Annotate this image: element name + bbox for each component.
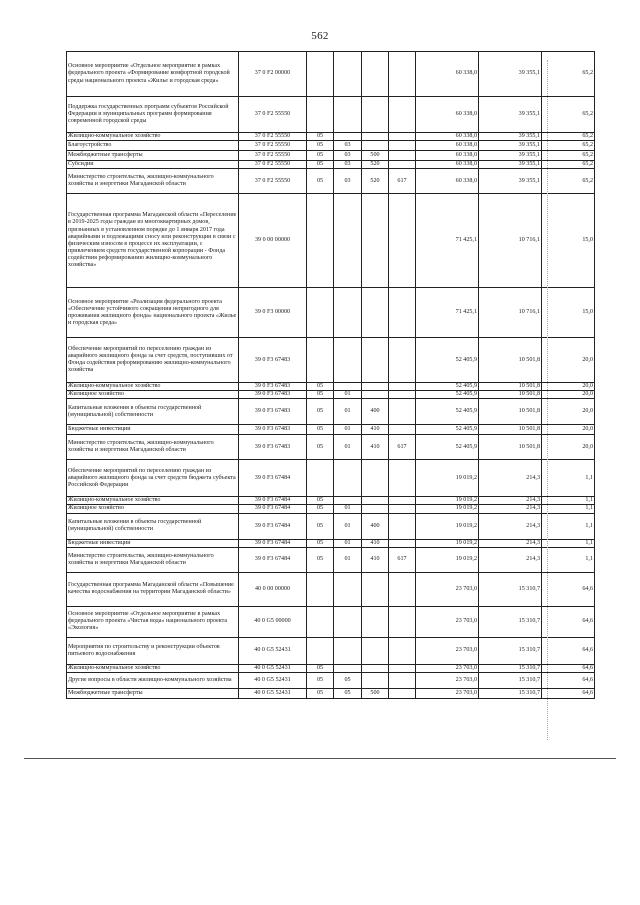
row-expense-type: 400 (362, 513, 389, 539)
row-plan-amount: 60 338,0 (416, 141, 479, 151)
table-row (67, 288, 595, 338)
row-actual-amount: 214,3 (479, 513, 542, 539)
row-administrator-code (389, 288, 416, 338)
row-plan-amount: 19 019,2 (416, 505, 479, 513)
row-expense-type (362, 288, 389, 338)
row-section-code: 05 (307, 399, 334, 425)
row-target-code: 39 0 F3 67483 (239, 391, 307, 399)
row-administrator-code (389, 52, 416, 97)
row-administrator-code (389, 161, 416, 169)
row-target-code: 37 0 F2 55550 (239, 169, 307, 194)
table-row (67, 425, 595, 435)
row-actual-amount: 214,3 (479, 547, 542, 572)
row-plan-amount: 19 019,2 (416, 547, 479, 572)
row-name: Жилищно-коммунальное хозяйство (67, 664, 239, 672)
row-percent: 65,2 (542, 97, 595, 133)
row-percent: 65,2 (542, 151, 595, 161)
row-name: Министерство строительства, жилищно-коммунального хозяйства и энергетики Магаданской области (67, 547, 239, 572)
row-subsection-code (334, 52, 362, 97)
row-target-code: 37 0 F2 55550 (239, 97, 307, 133)
table-row (67, 383, 595, 391)
row-plan-amount: 71 425,1 (416, 194, 479, 288)
row-target-code: 39 0 F3 67483 (239, 338, 307, 383)
row-percent: 64,6 (542, 572, 595, 606)
row-expense-type (362, 664, 389, 672)
row-name: Основное мероприятие «Отдельное мероприятие в рамках федерального проекта «Формирование комфортной городской среды национального проекта «Жилье и городская среда» (67, 52, 239, 97)
row-plan-amount: 60 338,0 (416, 161, 479, 169)
row-administrator-code (389, 497, 416, 505)
row-section-code (307, 288, 334, 338)
row-section-code: 05 (307, 505, 334, 513)
row-target-code: 37 0 F2 00000 (239, 52, 307, 97)
row-target-code: 37 0 F2 55550 (239, 151, 307, 161)
row-plan-amount: 52 405,9 (416, 425, 479, 435)
row-expense-type: 410 (362, 539, 389, 547)
row-administrator-code (389, 688, 416, 698)
row-expense-type (362, 52, 389, 97)
row-section-code: 05 (307, 672, 334, 688)
row-percent: 1,1 (542, 460, 595, 497)
row-percent: 65,2 (542, 52, 595, 97)
row-plan-amount: 71 425,1 (416, 288, 479, 338)
row-actual-amount: 15 310,7 (479, 572, 542, 606)
row-plan-amount: 60 338,0 (416, 52, 479, 97)
table-row (67, 606, 595, 637)
row-subsection-code: 05 (334, 688, 362, 698)
row-section-code: 05 (307, 425, 334, 435)
row-subsection-code: 01 (334, 505, 362, 513)
row-actual-amount: 10 501,8 (479, 338, 542, 383)
row-percent: 64,6 (542, 637, 595, 664)
row-expense-type: 520 (362, 169, 389, 194)
row-plan-amount: 23 703,0 (416, 664, 479, 672)
row-name: Государственная программа Магаданской области «Переселение в 2019-2025 годы граждан из многоквартирных домов, признанных в установленном порядке до 1 января 2017 года аварийными и подлежащими сносу или реконструкции в связи с физическим износом в процессе их эксплуатации, с привлечением средств государственной корпорации - Фонда содействия реформированию жилищно-коммунального хозяйства» (67, 194, 239, 288)
row-subsection-code: 03 (334, 141, 362, 151)
row-subsection-code: 01 (334, 391, 362, 399)
row-plan-amount: 19 019,2 (416, 513, 479, 539)
row-subsection-code: 01 (334, 539, 362, 547)
row-subsection-code: 01 (334, 425, 362, 435)
row-actual-amount: 10 501,8 (479, 425, 542, 435)
table-row (67, 497, 595, 505)
row-percent: 65,2 (542, 169, 595, 194)
row-plan-amount: 19 019,2 (416, 539, 479, 547)
row-administrator-code (389, 151, 416, 161)
row-section-code: 05 (307, 169, 334, 194)
row-section-code (307, 460, 334, 497)
table-row (67, 169, 595, 194)
row-actual-amount: 15 310,7 (479, 606, 542, 637)
row-percent: 64,6 (542, 606, 595, 637)
row-name: Благоустройство (67, 141, 239, 151)
row-administrator-code (389, 391, 416, 399)
row-name: Государственная программа Магаданской области «Повышение качества водоснабжения на территории Магаданской области» (67, 572, 239, 606)
table-row (67, 52, 595, 97)
row-target-code: 40 0 00 00000 (239, 572, 307, 606)
row-administrator-code: 617 (389, 435, 416, 460)
table-row (67, 505, 595, 513)
row-target-code: 39 0 F3 67484 (239, 513, 307, 539)
row-actual-amount: 10 501,8 (479, 435, 542, 460)
row-subsection-code (334, 606, 362, 637)
row-name: Министерство строительства, жилищно-коммунального хозяйства и энергетики Магаданской области (67, 435, 239, 460)
row-target-code: 40 0 G5 52431 (239, 672, 307, 688)
row-percent: 1,1 (542, 513, 595, 539)
row-percent: 65,2 (542, 133, 595, 141)
row-section-code: 05 (307, 391, 334, 399)
row-expense-type (362, 505, 389, 513)
row-subsection-code (334, 288, 362, 338)
row-name: Министерство строительства, жилищно-коммунального хозяйства и энергетики Магаданской области (67, 169, 239, 194)
row-percent: 64,6 (542, 664, 595, 672)
row-expense-type (362, 672, 389, 688)
row-name: Бюджетные инвестиции (67, 425, 239, 435)
row-percent: 20,0 (542, 399, 595, 425)
row-target-code: 39 0 F3 67483 (239, 383, 307, 391)
table-row (67, 161, 595, 169)
table-row (67, 194, 595, 288)
row-plan-amount: 60 338,0 (416, 169, 479, 194)
row-target-code: 39 0 F3 67484 (239, 497, 307, 505)
row-actual-amount: 15 310,7 (479, 664, 542, 672)
row-target-code: 37 0 F2 55550 (239, 161, 307, 169)
row-subsection-code: 01 (334, 547, 362, 572)
row-name: Субсидии (67, 161, 239, 169)
row-target-code: 37 0 F2 55550 (239, 141, 307, 151)
row-plan-amount: 23 703,0 (416, 606, 479, 637)
row-plan-amount: 60 338,0 (416, 133, 479, 141)
row-plan-amount: 23 703,0 (416, 672, 479, 688)
row-name: Жилищное хозяйство (67, 505, 239, 513)
row-administrator-code: 617 (389, 547, 416, 572)
row-expense-type: 400 (362, 399, 389, 425)
row-section-code (307, 606, 334, 637)
row-actual-amount: 39 355,1 (479, 151, 542, 161)
row-target-code: 37 0 F2 55550 (239, 133, 307, 141)
row-administrator-code (389, 338, 416, 383)
table-row (67, 637, 595, 664)
row-name: Мероприятия по строительству и реконструкции объектов питьевого водоснабжения (67, 637, 239, 664)
row-actual-amount: 214,3 (479, 460, 542, 497)
row-actual-amount: 15 310,7 (479, 688, 542, 698)
row-section-code (307, 338, 334, 383)
row-administrator-code (389, 399, 416, 425)
row-plan-amount: 52 405,9 (416, 338, 479, 383)
row-plan-amount: 52 405,9 (416, 391, 479, 399)
table-row (67, 539, 595, 547)
table-row (67, 664, 595, 672)
row-subsection-code (334, 194, 362, 288)
margin-guide-line (547, 60, 548, 740)
row-actual-amount: 10 716,1 (479, 288, 542, 338)
row-target-code: 39 0 F3 67483 (239, 425, 307, 435)
row-plan-amount: 19 019,2 (416, 460, 479, 497)
row-target-code: 39 0 F3 67484 (239, 505, 307, 513)
page-number: 562 (311, 30, 329, 42)
row-subsection-code: 03 (334, 161, 362, 169)
row-plan-amount: 60 338,0 (416, 151, 479, 161)
row-name: Жилищно-коммунальное хозяйство (67, 497, 239, 505)
row-expense-type (362, 141, 389, 151)
row-expense-type (362, 606, 389, 637)
row-plan-amount: 52 405,9 (416, 383, 479, 391)
row-target-code: 39 0 F3 67484 (239, 460, 307, 497)
bottom-rule (24, 758, 616, 759)
row-target-code: 40 0 G5 00000 (239, 606, 307, 637)
row-subsection-code (334, 637, 362, 664)
row-section-code: 05 (307, 383, 334, 391)
table-row (67, 460, 595, 497)
row-actual-amount: 10 501,8 (479, 383, 542, 391)
row-expense-type: 410 (362, 425, 389, 435)
row-section-code: 05 (307, 539, 334, 547)
row-plan-amount: 23 703,0 (416, 688, 479, 698)
row-subsection-code (334, 97, 362, 133)
row-administrator-code (389, 133, 416, 141)
row-administrator-code (389, 505, 416, 513)
row-name: Жилищное хозяйство (67, 391, 239, 399)
row-section-code: 05 (307, 688, 334, 698)
row-percent: 15,0 (542, 194, 595, 288)
row-expense-type (362, 97, 389, 133)
row-expense-type (362, 338, 389, 383)
row-subsection-code: 03 (334, 169, 362, 194)
row-actual-amount: 10 501,8 (479, 391, 542, 399)
row-section-code: 05 (307, 513, 334, 539)
row-section-code: 05 (307, 435, 334, 460)
row-administrator-code (389, 425, 416, 435)
row-subsection-code: 01 (334, 435, 362, 460)
row-expense-type: 410 (362, 547, 389, 572)
row-target-code: 40 0 G5 52431 (239, 688, 307, 698)
row-actual-amount: 39 355,1 (479, 141, 542, 151)
table-row (67, 338, 595, 383)
row-percent: 20,0 (542, 383, 595, 391)
row-percent: 20,0 (542, 338, 595, 383)
row-section-code (307, 52, 334, 97)
table-row (67, 97, 595, 133)
row-name: Другие вопросы в области жилищно-коммунального хозяйства (67, 672, 239, 688)
row-administrator-code (389, 572, 416, 606)
row-actual-amount: 15 310,7 (479, 672, 542, 688)
row-section-code: 05 (307, 141, 334, 151)
row-percent: 64,6 (542, 688, 595, 698)
row-subsection-code (334, 664, 362, 672)
row-subsection-code (334, 133, 362, 141)
row-percent: 20,0 (542, 435, 595, 460)
row-section-code (307, 572, 334, 606)
row-administrator-code (389, 513, 416, 539)
table-row (67, 672, 595, 688)
row-administrator-code (389, 383, 416, 391)
row-name: Основное мероприятие «Реализация федерального проекта «Обеспечение устойчивого сокращения непригодного для проживания жилищного фонда» национального проекта «Жилье и городская среда» (67, 288, 239, 338)
row-expense-type: 500 (362, 688, 389, 698)
row-percent: 20,0 (542, 391, 595, 399)
row-section-code: 05 (307, 133, 334, 141)
row-administrator-code: 617 (389, 169, 416, 194)
row-section-code: 05 (307, 664, 334, 672)
table-row (67, 391, 595, 399)
row-section-code: 05 (307, 547, 334, 572)
row-administrator-code (389, 672, 416, 688)
row-expense-type (362, 194, 389, 288)
table-row (67, 435, 595, 460)
row-subsection-code: 03 (334, 151, 362, 161)
row-target-code: 39 0 F3 67484 (239, 547, 307, 572)
row-name: Межбюджетные трансферты (67, 151, 239, 161)
row-expense-type: 500 (362, 151, 389, 161)
row-subsection-code (334, 460, 362, 497)
row-administrator-code (389, 539, 416, 547)
row-administrator-code (389, 194, 416, 288)
row-administrator-code (389, 664, 416, 672)
row-name: Обеспечение мероприятий по переселению граждан из аварийного жилищного фонда за счет средств бюджета субъекта Российской Федерации (67, 460, 239, 497)
row-subsection-code (334, 383, 362, 391)
row-section-code: 05 (307, 497, 334, 505)
row-actual-amount: 214,3 (479, 505, 542, 513)
row-actual-amount: 214,3 (479, 497, 542, 505)
row-section-code (307, 97, 334, 133)
row-name: Поддержка государственных программ субъектов Российской Федерации и муниципальных программ формирования современной городской среды (67, 97, 239, 133)
table-row (67, 688, 595, 698)
row-actual-amount: 10 716,1 (479, 194, 542, 288)
row-administrator-code (389, 637, 416, 664)
row-actual-amount: 39 355,1 (479, 169, 542, 194)
row-actual-amount: 15 310,7 (479, 637, 542, 664)
row-name: Капитальные вложения в объекты государственной (муниципальной) собственности (67, 399, 239, 425)
row-expense-type (362, 133, 389, 141)
row-plan-amount: 52 405,9 (416, 435, 479, 460)
table-row (67, 133, 595, 141)
row-actual-amount: 10 501,8 (479, 399, 542, 425)
row-actual-amount: 39 355,1 (479, 133, 542, 141)
row-name: Основное мероприятие «Отдельное мероприятие в рамках федерального проекта «Чистая вода» национального проекта «Экология» (67, 606, 239, 637)
row-name: Обеспечение мероприятий по переселению граждан из аварийного жилищного фонда за счет средств, поступивших от Фонда содействия реформированию жилищно-коммунального хозяйства (67, 338, 239, 383)
row-plan-amount: 23 703,0 (416, 637, 479, 664)
row-actual-amount: 214,3 (479, 539, 542, 547)
row-name: Бюджетные инвестиции (67, 539, 239, 547)
row-percent: 20,0 (542, 425, 595, 435)
row-subsection-code: 05 (334, 672, 362, 688)
row-expense-type (362, 391, 389, 399)
budget-table (66, 51, 595, 699)
row-percent: 1,1 (542, 547, 595, 572)
row-expense-type: 410 (362, 435, 389, 460)
row-percent: 65,2 (542, 141, 595, 151)
row-subsection-code (334, 497, 362, 505)
row-target-code: 40 0 G5 52431 (239, 664, 307, 672)
row-expense-type (362, 383, 389, 391)
row-expense-type (362, 572, 389, 606)
row-administrator-code (389, 141, 416, 151)
row-name: Межбюджетные трансферты (67, 688, 239, 698)
row-plan-amount: 60 338,0 (416, 97, 479, 133)
row-target-code: 39 0 F3 67483 (239, 435, 307, 460)
row-administrator-code (389, 97, 416, 133)
row-expense-type: 520 (362, 161, 389, 169)
row-target-code: 39 0 F3 67483 (239, 399, 307, 425)
row-administrator-code (389, 606, 416, 637)
row-expense-type (362, 497, 389, 505)
row-section-code: 05 (307, 151, 334, 161)
row-percent: 1,1 (542, 539, 595, 547)
row-section-code (307, 194, 334, 288)
row-target-code: 39 0 00 00000 (239, 194, 307, 288)
row-subsection-code (334, 338, 362, 383)
row-name: Жилищно-коммунальное хозяйство (67, 383, 239, 391)
row-target-code: 39 0 F3 00000 (239, 288, 307, 338)
table-row (67, 572, 595, 606)
row-plan-amount: 52 405,9 (416, 399, 479, 425)
row-name: Капитальные вложения в объекты государственной (муниципальной) собственности (67, 513, 239, 539)
table-row (67, 547, 595, 572)
row-percent: 65,2 (542, 161, 595, 169)
row-actual-amount: 39 355,1 (479, 161, 542, 169)
table-row (67, 399, 595, 425)
row-percent: 64,6 (542, 672, 595, 688)
row-section-code (307, 637, 334, 664)
row-plan-amount: 19 019,2 (416, 497, 479, 505)
table-row (67, 151, 595, 161)
row-percent: 1,1 (542, 505, 595, 513)
row-percent: 15,0 (542, 288, 595, 338)
row-administrator-code (389, 460, 416, 497)
row-subsection-code: 01 (334, 513, 362, 539)
row-section-code: 05 (307, 161, 334, 169)
table-row (67, 141, 595, 151)
row-name: Жилищно-коммунальное хозяйство (67, 133, 239, 141)
row-subsection-code (334, 572, 362, 606)
row-expense-type (362, 460, 389, 497)
row-percent: 1,1 (542, 497, 595, 505)
table-row (67, 513, 595, 539)
row-actual-amount: 39 355,1 (479, 52, 542, 97)
row-subsection-code: 01 (334, 399, 362, 425)
row-target-code: 40 0 G5 52431 (239, 637, 307, 664)
row-plan-amount: 23 703,0 (416, 572, 479, 606)
row-actual-amount: 39 355,1 (479, 97, 542, 133)
row-target-code: 39 0 F3 67484 (239, 539, 307, 547)
row-expense-type (362, 637, 389, 664)
